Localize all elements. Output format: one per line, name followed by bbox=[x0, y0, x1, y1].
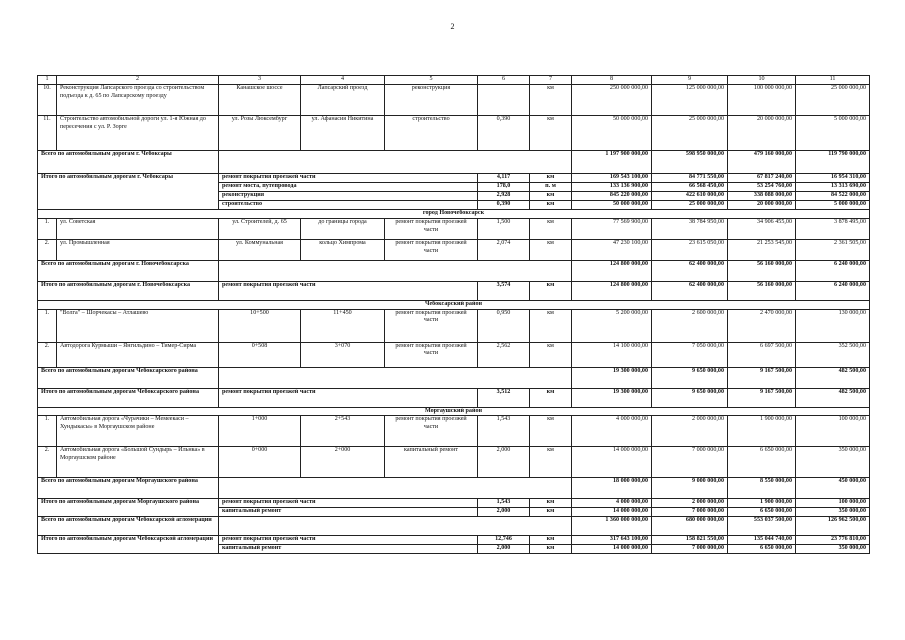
table-row bbox=[38, 342, 870, 367]
amount-v8: 50 000 000,00 bbox=[572, 116, 652, 151]
amount-v11: 130 000,00 bbox=[796, 309, 870, 342]
table-row bbox=[38, 416, 870, 447]
amount-v8: 4 000 000,00 bbox=[572, 416, 652, 447]
table-body bbox=[38, 76, 870, 554]
itogo-v11: 6 240 000,00 bbox=[796, 281, 870, 300]
item-number: 1. bbox=[38, 218, 57, 239]
itogo-v8: 169 543 100,00 bbox=[572, 174, 652, 183]
column-number: 5 bbox=[385, 76, 478, 85]
road-start: 1+000 bbox=[219, 416, 301, 447]
work-type: ремонт покрытия проезжей части bbox=[219, 536, 478, 545]
item-number: 1. bbox=[38, 309, 57, 342]
unit: км bbox=[530, 416, 572, 447]
road-name: ул. Промышленная bbox=[57, 239, 219, 260]
district-header bbox=[38, 300, 870, 309]
itogo-v9: 9 650 000,00 bbox=[652, 388, 728, 407]
total-v10: 553 037 500,00 bbox=[728, 517, 796, 536]
work-type: строительство bbox=[385, 116, 478, 151]
itogo-v9: 7 000 000,00 bbox=[652, 508, 728, 517]
work-type: ремонт покрытия проезжей части bbox=[219, 174, 478, 183]
total-v11: 450 000,00 bbox=[796, 478, 870, 499]
column-number: 10 bbox=[728, 76, 796, 85]
unit: км bbox=[530, 447, 572, 478]
road-length: 0,950 bbox=[478, 309, 530, 342]
amount-v8: 5 200 000,00 bbox=[572, 309, 652, 342]
empty-cell bbox=[219, 517, 572, 536]
road-start: ул. Строителей, д. 65 bbox=[219, 218, 301, 239]
work-type: ремонт покрытия проезжей части bbox=[385, 218, 478, 239]
road-start: 0+000 bbox=[219, 447, 301, 478]
total-row bbox=[38, 478, 870, 499]
itogo-v8: 4 000 000,00 bbox=[572, 499, 652, 508]
itogo-row bbox=[38, 281, 870, 300]
table-row bbox=[38, 218, 870, 239]
work-type: строительство bbox=[219, 200, 478, 209]
road-length bbox=[478, 85, 530, 116]
total-v11: 119 790 000,00 bbox=[796, 151, 870, 174]
road-length: 2,000 bbox=[478, 508, 530, 517]
amount-v10: 6 697 500,00 bbox=[728, 342, 796, 367]
itogo-v11: 100 000,00 bbox=[796, 499, 870, 508]
table-row bbox=[38, 239, 870, 260]
itogo-v10: 135 044 740,00 bbox=[728, 536, 796, 545]
column-number: 1 bbox=[38, 76, 57, 85]
amount-v10: 2 470 000,00 bbox=[728, 309, 796, 342]
work-type: ремонт покрытия проезжей части bbox=[219, 388, 478, 407]
total-v9: 62 400 000,00 bbox=[652, 260, 728, 281]
road-length: 3,574 bbox=[478, 281, 530, 300]
road-end: до границы города bbox=[301, 218, 385, 239]
unit: км bbox=[530, 239, 572, 260]
work-type: реконструкция bbox=[385, 85, 478, 116]
itogo-v11: 16 954 310,00 bbox=[796, 174, 870, 183]
itogo-v8: 317 643 100,00 bbox=[572, 536, 652, 545]
total-v10: 56 160 000,00 bbox=[728, 260, 796, 281]
amount-v11: 5 000 000,00 bbox=[796, 116, 870, 151]
road-start: ул. Коммунальная bbox=[219, 239, 301, 260]
amount-v8: 77 569 900,00 bbox=[572, 218, 652, 239]
amount-v9: 2 600 000,00 bbox=[652, 309, 728, 342]
road-name: Реконструкция Лапсарского проезда со строительством подъезда к д. 65 по Лапсарскому проезду bbox=[57, 85, 219, 116]
amount-v8: 250 000 000,00 bbox=[572, 85, 652, 116]
work-type: ремонт покрытия проезжей части bbox=[219, 281, 478, 300]
total-v8: 1 197 900 000,00 bbox=[572, 151, 652, 174]
total-v9: 680 000 000,00 bbox=[652, 517, 728, 536]
road-length: 1,543 bbox=[478, 416, 530, 447]
road-length: 3,512 bbox=[478, 388, 530, 407]
empty-cell bbox=[219, 151, 572, 174]
itogo-v9: 2 000 000,00 bbox=[652, 499, 728, 508]
amount-v9: 7 050 000,00 bbox=[652, 342, 728, 367]
itogo-v8: 124 800 000,00 bbox=[572, 281, 652, 300]
itogo-v11: 350 000,00 bbox=[796, 508, 870, 517]
itogo-v10: 9 167 500,00 bbox=[728, 388, 796, 407]
itogo-v8: 845 220 000,00 bbox=[572, 191, 652, 200]
total-label: Всего по автомобильным дорогам г. Чебоксары bbox=[38, 151, 219, 174]
unit: км bbox=[530, 281, 572, 300]
road-end: 3+070 bbox=[301, 342, 385, 367]
road-length: 2,562 bbox=[478, 342, 530, 367]
column-number: 11 bbox=[796, 76, 870, 85]
total-label: Всего по автомобильным дорогам Чебоксарской агломерации bbox=[38, 517, 219, 536]
road-length: 0,390 bbox=[478, 116, 530, 151]
unit: п. м bbox=[530, 182, 572, 191]
amount-v9: 38 784 950,00 bbox=[652, 218, 728, 239]
district-header bbox=[38, 407, 870, 416]
total-v9: 9 000 000,00 bbox=[652, 478, 728, 499]
road-length: 4,117 bbox=[478, 174, 530, 183]
total-v11: 482 500,00 bbox=[796, 367, 870, 388]
total-row bbox=[38, 151, 870, 174]
item-number: 10. bbox=[38, 85, 57, 116]
unit: км bbox=[530, 191, 572, 200]
work-type: ремонт покрытия проезжей части bbox=[219, 499, 478, 508]
amount-v11: 3 878 495,00 bbox=[796, 218, 870, 239]
road-name: Строительство автомобильной дороги ул. 1-я Южная до пересечения с ул. Р. Зорге bbox=[57, 116, 219, 151]
empty-cell bbox=[219, 478, 572, 499]
table-row bbox=[38, 85, 870, 116]
amount-v8: 14 000 000,00 bbox=[572, 447, 652, 478]
itogo-v8: 14 000 000,00 bbox=[572, 545, 652, 554]
itogo-v11: 350 000,00 bbox=[796, 545, 870, 554]
itogo-v10: 53 254 760,00 bbox=[728, 182, 796, 191]
itogo-v11: 482 500,00 bbox=[796, 388, 870, 407]
unit: км bbox=[530, 536, 572, 545]
road-length: 0,390 bbox=[478, 200, 530, 209]
district-header bbox=[38, 209, 870, 218]
itogo-label: Итого по автомобильным дорогам Чебоксарского района bbox=[38, 388, 219, 407]
table-row bbox=[38, 447, 870, 478]
itogo-v11: 84 522 000,00 bbox=[796, 191, 870, 200]
total-v8: 18 000 000,00 bbox=[572, 478, 652, 499]
district-title: Чебоксарский район bbox=[38, 300, 870, 309]
work-type: капитальный ремонт bbox=[219, 545, 478, 554]
total-v8: 124 800 000,00 bbox=[572, 260, 652, 281]
item-number: 11. bbox=[38, 116, 57, 151]
itogo-v10: 20 000 000,00 bbox=[728, 200, 796, 209]
work-type: ремонт покрытия проезжей части bbox=[385, 416, 478, 447]
amount-v8: 14 100 000,00 bbox=[572, 342, 652, 367]
itogo-v9: 25 000 000,00 bbox=[652, 200, 728, 209]
road-name: "Волга" – Шорчекасы – Атлашево bbox=[57, 309, 219, 342]
unit: км bbox=[530, 388, 572, 407]
column-number: 8 bbox=[572, 76, 652, 85]
road-length: 1,543 bbox=[478, 499, 530, 508]
empty-cell bbox=[219, 367, 572, 388]
itogo-v9: 66 568 450,00 bbox=[652, 182, 728, 191]
road-start: 10+500 bbox=[219, 309, 301, 342]
total-v8: 19 300 000,00 bbox=[572, 367, 652, 388]
amount-v9: 23 615 050,00 bbox=[652, 239, 728, 260]
itogo-v9: 62 400 000,00 bbox=[652, 281, 728, 300]
itogo-row bbox=[38, 536, 870, 545]
road-end: 2+543 bbox=[301, 416, 385, 447]
work-type: ремонт покрытия проезжей части bbox=[385, 239, 478, 260]
amount-v11: 2 361 505,00 bbox=[796, 239, 870, 260]
itogo-v9: 84 771 550,00 bbox=[652, 174, 728, 183]
district-title: город Новочебоксарск bbox=[38, 209, 870, 218]
work-type: ремонт моста, путепровода bbox=[219, 182, 478, 191]
column-number: 9 bbox=[652, 76, 728, 85]
road-start: 0+508 bbox=[219, 342, 301, 367]
itogo-v8: 14 000 000,00 bbox=[572, 508, 652, 517]
empty-cell bbox=[219, 260, 572, 281]
amount-v10: 21 253 545,00 bbox=[728, 239, 796, 260]
amount-v8: 47 230 100,00 bbox=[572, 239, 652, 260]
road-length: 2,000 bbox=[478, 447, 530, 478]
amount-v10: 20 000 000,00 bbox=[728, 116, 796, 151]
road-start: Канашское шоссе bbox=[219, 85, 301, 116]
work-type: ремонт покрытия проезжей части bbox=[385, 342, 478, 367]
unit: км bbox=[530, 174, 572, 183]
road-end: Лапсарский проезд bbox=[301, 85, 385, 116]
work-type: капитальный ремонт bbox=[385, 447, 478, 478]
unit: км bbox=[530, 200, 572, 209]
amount-v10: 6 650 000,00 bbox=[728, 447, 796, 478]
total-v9: 9 650 000,00 bbox=[652, 367, 728, 388]
road-name: ул. Советская bbox=[57, 218, 219, 239]
road-end: 2+000 bbox=[301, 447, 385, 478]
itogo-row bbox=[38, 499, 870, 508]
itogo-label: Итого по автомобильным дорогам Чебоксарской агломерации bbox=[38, 536, 219, 554]
itogo-row bbox=[38, 174, 870, 183]
unit: км bbox=[530, 218, 572, 239]
road-length: 2,000 bbox=[478, 545, 530, 554]
page-number: 2 bbox=[450, 22, 455, 31]
work-type: ремонт покрытия проезжей части bbox=[385, 309, 478, 342]
unit: км bbox=[530, 116, 572, 151]
unit: км bbox=[530, 499, 572, 508]
itogo-v8: 19 300 000,00 bbox=[572, 388, 652, 407]
road-length: 2,074 bbox=[478, 239, 530, 260]
itogo-v10: 6 650 000,00 bbox=[728, 508, 796, 517]
unit: км bbox=[530, 342, 572, 367]
itogo-v10: 6 650 000,00 bbox=[728, 545, 796, 554]
itogo-v9: 158 821 550,00 bbox=[652, 536, 728, 545]
total-row bbox=[38, 260, 870, 281]
total-label: Всего по автомобильным дорогам Чебоксарского района bbox=[38, 367, 219, 388]
item-number: 2. bbox=[38, 239, 57, 260]
amount-v11: 350 000,00 bbox=[796, 447, 870, 478]
column-number-row bbox=[38, 76, 870, 85]
itogo-v11: 13 313 690,00 bbox=[796, 182, 870, 191]
amount-v9: 2 000 000,00 bbox=[652, 416, 728, 447]
roads-table bbox=[37, 75, 870, 554]
column-number: 4 bbox=[301, 76, 385, 85]
itogo-v10: 338 088 000,00 bbox=[728, 191, 796, 200]
total-v10: 479 160 000,00 bbox=[728, 151, 796, 174]
district-title: Моргаушский район bbox=[38, 407, 870, 416]
total-v11: 126 962 500,00 bbox=[796, 517, 870, 536]
amount-v10: 100 000 000,00 bbox=[728, 85, 796, 116]
total-row bbox=[38, 367, 870, 388]
total-label: Всего по автомобильным дорогам г. Новочебоксарска bbox=[38, 260, 219, 281]
road-name: Автодорога Курмыши – Янгильдино – Тимер-Сирма bbox=[57, 342, 219, 367]
item-number: 2. bbox=[38, 342, 57, 367]
column-number: 2 bbox=[57, 76, 219, 85]
itogo-v10: 1 900 000,00 bbox=[728, 499, 796, 508]
work-type: реконструкция bbox=[219, 191, 478, 200]
road-length: 12,746 bbox=[478, 536, 530, 545]
road-name: Автомобильная дорога «Большой Сундырь – Ильнка» в Моргаушском районе bbox=[57, 447, 219, 478]
amount-v9: 7 000 000,00 bbox=[652, 447, 728, 478]
itogo-label: Итого по автомобильным дорогам Моргаушского района bbox=[38, 499, 219, 517]
unit: км bbox=[530, 85, 572, 116]
road-length: 178,0 bbox=[478, 182, 530, 191]
total-label: Всего по автомобильным дорогам Моргаушского района bbox=[38, 478, 219, 499]
itogo-v8: 133 136 900,00 bbox=[572, 182, 652, 191]
itogo-v11: 23 776 810,00 bbox=[796, 536, 870, 545]
road-start: ул. Розы Люксембург bbox=[219, 116, 301, 151]
itogo-v10: 56 160 000,00 bbox=[728, 281, 796, 300]
itogo-v9: 7 000 000,00 bbox=[652, 545, 728, 554]
itogo-label: Итого по автомобильным дорогам г. Чебоксары bbox=[38, 174, 219, 210]
total-v10: 9 167 500,00 bbox=[728, 367, 796, 388]
total-v11: 6 240 000,00 bbox=[796, 260, 870, 281]
road-length: 2,928 bbox=[478, 191, 530, 200]
amount-v11: 25 000 000,00 bbox=[796, 85, 870, 116]
amount-v11: 352 500,00 bbox=[796, 342, 870, 367]
road-end: 11+450 bbox=[301, 309, 385, 342]
amount-v10: 34 906 455,00 bbox=[728, 218, 796, 239]
column-number: 7 bbox=[530, 76, 572, 85]
amount-v9: 125 000 000,00 bbox=[652, 85, 728, 116]
table-row bbox=[38, 309, 870, 342]
itogo-row bbox=[38, 388, 870, 407]
work-type: капитальный ремонт bbox=[219, 508, 478, 517]
total-row bbox=[38, 517, 870, 536]
table-row bbox=[38, 116, 870, 151]
item-number: 1. bbox=[38, 416, 57, 447]
itogo-v8: 50 000 000,00 bbox=[572, 200, 652, 209]
total-v8: 1 360 000 000,00 bbox=[572, 517, 652, 536]
itogo-v10: 67 817 240,00 bbox=[728, 174, 796, 183]
item-number: 2. bbox=[38, 447, 57, 478]
amount-v10: 1 900 000,00 bbox=[728, 416, 796, 447]
itogo-v11: 5 000 000,00 bbox=[796, 200, 870, 209]
total-v9: 598 950 000,00 bbox=[652, 151, 728, 174]
column-number: 3 bbox=[219, 76, 301, 85]
road-length: 1,500 bbox=[478, 218, 530, 239]
itogo-v9: 422 610 000,00 bbox=[652, 191, 728, 200]
unit: км bbox=[530, 508, 572, 517]
road-end: кольцо Химпрома bbox=[301, 239, 385, 260]
amount-v9: 25 000 000,00 bbox=[652, 116, 728, 151]
road-name: Автомобильная дорога «Чурачики – Мемеекаси – Хундыкасы» в Моргаушском районе bbox=[57, 416, 219, 447]
unit: км bbox=[530, 309, 572, 342]
column-number: 6 bbox=[478, 76, 530, 85]
unit: км bbox=[530, 545, 572, 554]
road-end: ул. Афанасия Никитина bbox=[301, 116, 385, 151]
itogo-label: Итого по автомобильным дорогам г. Новочебоксарска bbox=[38, 281, 219, 300]
amount-v11: 100 000,00 bbox=[796, 416, 870, 447]
total-v10: 8 550 000,00 bbox=[728, 478, 796, 499]
